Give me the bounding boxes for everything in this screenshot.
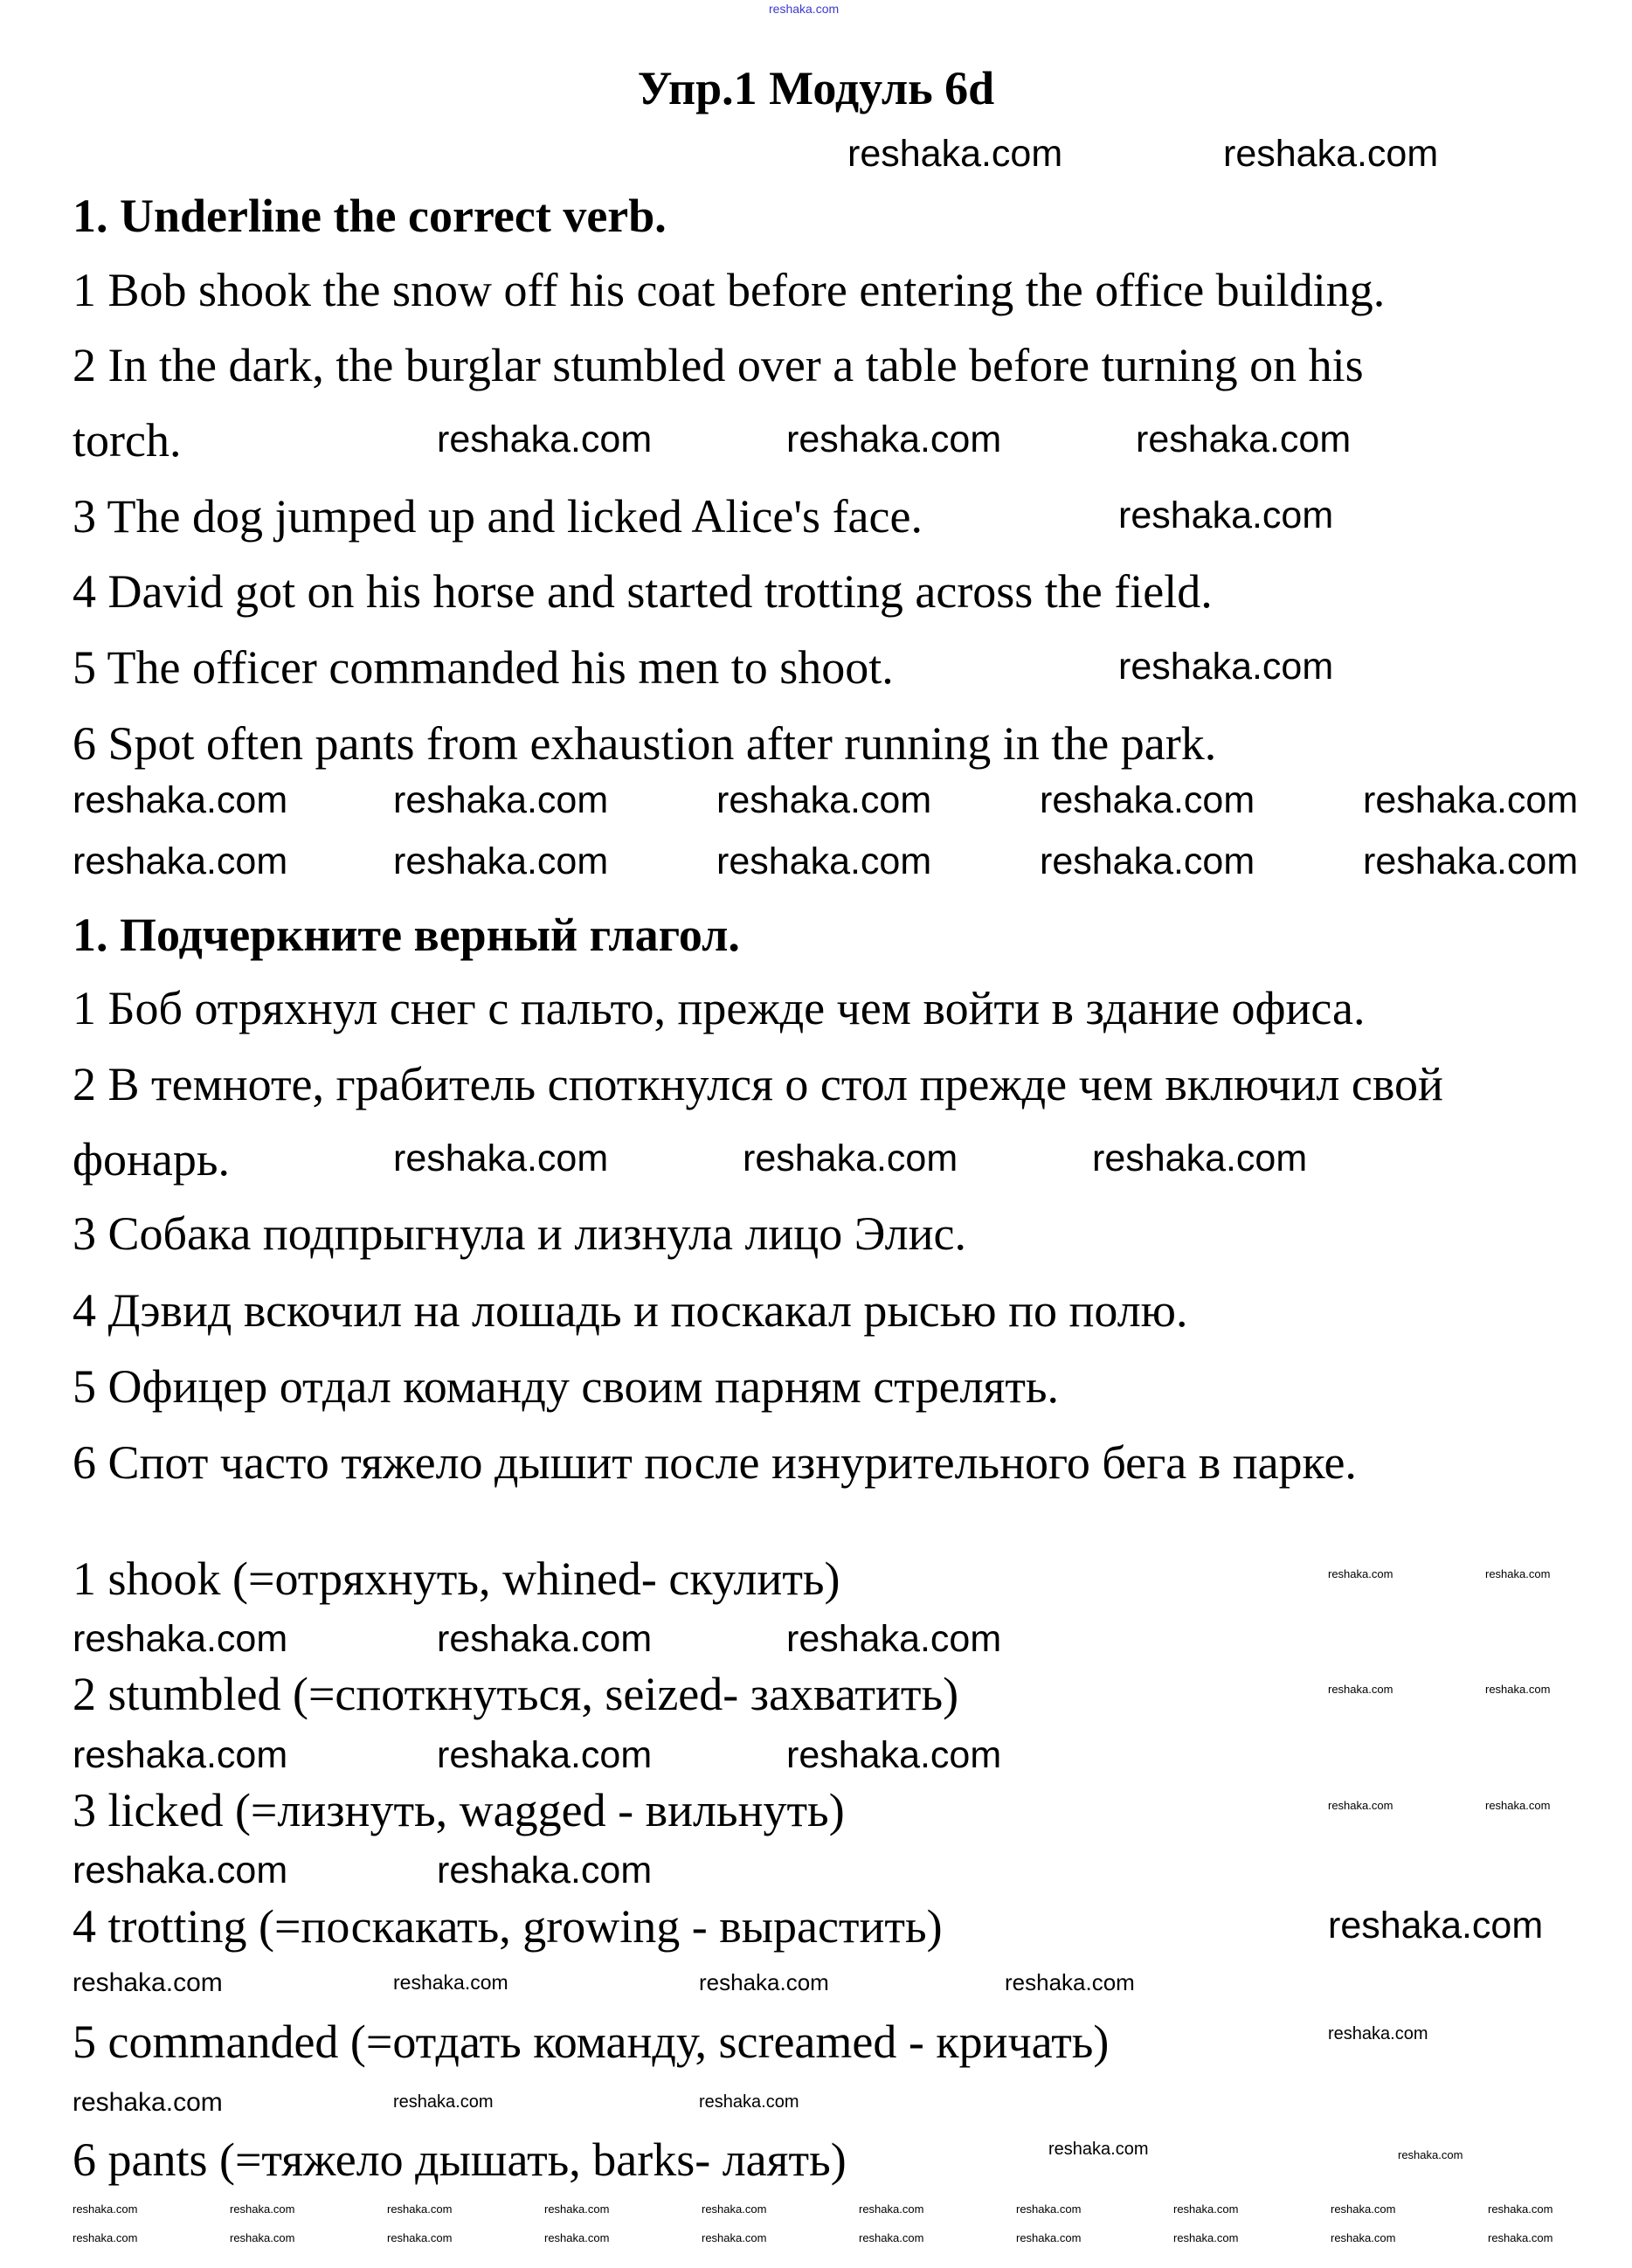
watermark: reshaka.com [544, 2231, 610, 2244]
watermark: reshaka.com [1363, 840, 1579, 882]
watermark: reshaka.com [73, 1734, 288, 1776]
russian-line: 4 Дэвид вскочил на лошадь и поскакал рысью по полю. [73, 1284, 1188, 1337]
watermark: reshaka.com [1328, 2024, 1428, 2043]
watermark: reshaka.com [702, 2202, 767, 2216]
answer-line: 6 pants (=тяжело дышать, barks- лаять) [73, 2133, 847, 2186]
watermark: reshaka.com [847, 133, 1063, 175]
watermark: reshaka.com [230, 2231, 295, 2244]
watermark: reshaka.com [1328, 1799, 1393, 1812]
english-line: 5 The officer commanded his men to shoot. [73, 641, 894, 694]
answer-line: 4 trotting (=поскакать, growing - вырастить) [73, 1900, 943, 1953]
watermark: reshaka.com [437, 1734, 653, 1776]
watermark: reshaka.com [1331, 2202, 1396, 2216]
watermark: reshaka.com [1048, 2140, 1149, 2159]
watermark: reshaka.com [230, 2202, 295, 2216]
watermark: reshaka.com [699, 2092, 799, 2112]
watermark: reshaka.com [1398, 2148, 1463, 2161]
header-watermark: reshaka.com [769, 2, 840, 16]
russian-line: 5 Офицер отдал команду своим парням стрелять. [73, 1360, 1060, 1413]
watermark: reshaka.com [1173, 2231, 1239, 2244]
watermark: reshaka.com [393, 2092, 494, 2112]
watermark: reshaka.com [73, 1618, 288, 1660]
watermark: reshaka.com [1328, 1683, 1393, 1696]
watermark: reshaka.com [387, 2231, 453, 2244]
watermark: reshaka.com [393, 1137, 609, 1179]
watermark: reshaka.com [1488, 2202, 1553, 2216]
russian-line: фонарь. [73, 1133, 230, 1186]
watermark: reshaka.com [1488, 2231, 1553, 2244]
watermark: reshaka.com [1328, 1567, 1393, 1580]
english-line: 3 The dog jumped up and licked Alice's face. [73, 490, 923, 543]
watermark: reshaka.com [1118, 646, 1334, 688]
watermark: reshaka.com [716, 779, 932, 821]
watermark: reshaka.com [859, 2231, 924, 2244]
english-line: 6 Spot often pants from exhaustion after running in the park. [73, 717, 1217, 770]
russian-line: 2 В темноте, грабитель споткнулся о стол прежде чем включил свой [73, 1058, 1443, 1110]
english-line: 1 Bob shook the snow off his coat before entering the office building. [73, 264, 1386, 316]
watermark: reshaka.com [1040, 779, 1255, 821]
watermark: reshaka.com [73, 2231, 138, 2244]
watermark: reshaka.com [1485, 1683, 1551, 1696]
watermark: reshaka.com [73, 840, 288, 882]
watermark: reshaka.com [1040, 840, 1255, 882]
watermark: reshaka.com [393, 1971, 508, 1994]
watermark: reshaka.com [437, 1850, 653, 1891]
watermark: reshaka.com [1005, 1969, 1135, 1995]
russian-line: 3 Собака подпрыгнула и лизнула лицо Элис. [73, 1207, 966, 1260]
watermark: reshaka.com [73, 2202, 138, 2216]
answer-line: 3 licked (=лизнуть, wagged - вильнуть) [73, 1784, 845, 1836]
watermark: reshaka.com [1118, 494, 1334, 536]
watermark: reshaka.com [786, 418, 1002, 460]
watermark: reshaka.com [393, 779, 609, 821]
watermark: reshaka.com [73, 779, 288, 821]
watermark: reshaka.com [1328, 1905, 1544, 1946]
watermark: reshaka.com [73, 2088, 223, 2117]
watermark: reshaka.com [786, 1618, 1002, 1660]
english-line: torch. [73, 414, 182, 467]
watermark: reshaka.com [544, 2202, 610, 2216]
watermark: reshaka.com [1485, 1567, 1551, 1580]
watermark: reshaka.com [859, 2202, 924, 2216]
watermark: reshaka.com [73, 1850, 288, 1891]
english-line: 4 David got on his horse and started trotting across the field. [73, 565, 1213, 618]
watermark: reshaka.com [702, 2231, 767, 2244]
watermark: reshaka.com [1363, 779, 1579, 821]
russian-heading: 1. Подчеркните верный глагол. [73, 909, 740, 961]
watermark: reshaka.com [437, 1618, 653, 1660]
watermark: reshaka.com [387, 2202, 453, 2216]
watermark: reshaka.com [743, 1137, 958, 1179]
watermark: reshaka.com [1223, 133, 1439, 175]
russian-line: 1 Боб отряхнул снег с пальто, прежде чем войти в здание офиса. [73, 982, 1366, 1034]
watermark: reshaka.com [437, 418, 653, 460]
answer-line: 5 commanded (=отдать команду, screamed - кричать) [73, 2016, 1110, 2068]
watermark: reshaka.com [1016, 2202, 1082, 2216]
watermark: reshaka.com [1136, 418, 1352, 460]
watermark: reshaka.com [1016, 2231, 1082, 2244]
watermark: reshaka.com [73, 1968, 223, 1997]
watermark: reshaka.com [699, 1969, 829, 1995]
watermark: reshaka.com [1485, 1799, 1551, 1812]
watermark: reshaka.com [1331, 2231, 1396, 2244]
answer-line: 2 stumbled (=споткнуться, seized- захватить) [73, 1668, 959, 1720]
page-title: Упр.1 Модуль 6d [637, 62, 995, 114]
watermark: reshaka.com [1092, 1137, 1308, 1179]
russian-line: 6 Спот часто тяжело дышит после изнурительного бега в парке. [73, 1436, 1357, 1489]
english-heading: 1. Underline the correct verb. [73, 190, 667, 242]
watermark: reshaka.com [786, 1734, 1002, 1776]
answer-line: 1 shook (=отряхнуть, whined- скулить) [73, 1552, 840, 1605]
english-line: 2 In the dark, the burglar stumbled over a table before turning on his [73, 339, 1364, 391]
watermark: reshaka.com [393, 840, 609, 882]
watermark: reshaka.com [1173, 2202, 1239, 2216]
watermark: reshaka.com [716, 840, 932, 882]
